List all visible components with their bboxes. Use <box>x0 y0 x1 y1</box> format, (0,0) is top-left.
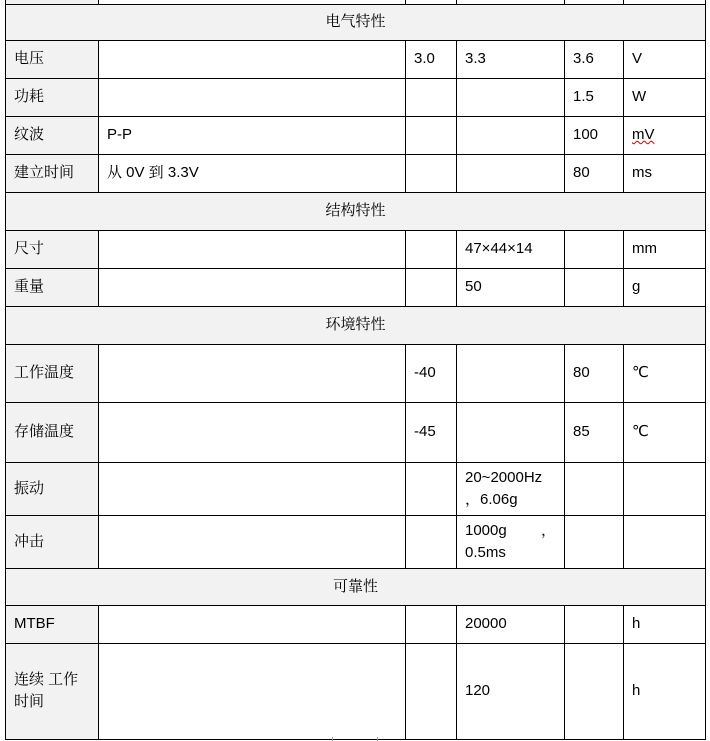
unit-cell: ℃ <box>624 402 706 462</box>
page-edge-mark <box>377 737 378 741</box>
typ-cell <box>457 462 565 515</box>
typ-cell <box>457 78 565 116</box>
max-cell <box>565 462 624 515</box>
table-row <box>6 515 706 568</box>
typ-cell <box>457 344 565 402</box>
param-name: 建立时间 <box>6 154 99 192</box>
min-cell: -45 <box>406 402 457 462</box>
min-cell <box>406 230 457 268</box>
typ-cell <box>457 154 565 192</box>
param-name: 重量 <box>6 268 99 306</box>
param-name: 冲击 <box>6 515 99 568</box>
table-row <box>6 402 706 462</box>
min-cell: -40 <box>406 344 457 402</box>
max-cell: 80 <box>565 344 624 402</box>
condition-cell <box>99 402 406 462</box>
spec-table <box>5 0 706 740</box>
table-row <box>6 154 706 192</box>
unit-cell: ℃ <box>624 344 706 402</box>
condition-cell <box>99 78 406 116</box>
typ-cell: 3.3 <box>457 40 565 78</box>
max-cell <box>565 268 624 306</box>
min-cell <box>406 605 457 643</box>
typ-cell: 47×44×14 <box>457 230 565 268</box>
param-name: 工作温度 <box>6 344 99 402</box>
typ-line-1 <box>465 520 556 542</box>
param-name <box>6 643 99 739</box>
condition-cell <box>99 230 406 268</box>
spellcheck-underlined-unit: mV <box>632 126 655 143</box>
param-name: 振动 <box>6 462 99 515</box>
param-line-1: 连续 工作 <box>14 671 79 688</box>
section-title-structure: 结构特性 <box>6 192 706 230</box>
typ-cell <box>457 515 565 568</box>
min-cell <box>406 643 457 739</box>
unit-cell: W <box>624 78 706 116</box>
condition-cell <box>99 605 406 643</box>
max-cell: 1.5 <box>565 78 624 116</box>
param-name: 存储温度 <box>6 402 99 462</box>
section-header-row <box>6 568 706 605</box>
min-cell <box>406 116 457 154</box>
condition-cell <box>99 268 406 306</box>
unit-cell: h <box>624 605 706 643</box>
table-row <box>6 462 706 515</box>
min-cell <box>406 154 457 192</box>
max-cell <box>565 230 624 268</box>
typ-cell <box>457 402 565 462</box>
typ-cell: 50 <box>457 268 565 306</box>
typ-line-1: 20~2000Hz <box>465 468 543 486</box>
table-row <box>6 268 706 306</box>
typ-cell <box>457 116 565 154</box>
param-name: 尺寸 <box>6 230 99 268</box>
unit-cell <box>624 462 706 515</box>
unit-cell: g <box>624 268 706 306</box>
max-cell: 3.6 <box>565 40 624 78</box>
param-name: 电压 <box>6 40 99 78</box>
table-row <box>6 643 706 739</box>
table-row <box>6 78 706 116</box>
max-cell: 80 <box>565 154 624 192</box>
param-name: 纹波 <box>6 116 99 154</box>
typ-line-2: ，6.06g <box>465 490 518 508</box>
param-line-2: 时间 <box>14 693 45 710</box>
param-name: MTBF <box>6 605 99 643</box>
table-row <box>6 605 706 643</box>
condition-cell <box>99 515 406 568</box>
section-header-row <box>6 306 706 344</box>
unit-cell: mm <box>624 230 706 268</box>
section-title-environment: 环境特性 <box>6 306 706 344</box>
condition-cell: 从 0V 到 3.3V <box>99 154 406 192</box>
max-cell <box>565 515 624 568</box>
param-name: 功耗 <box>6 78 99 116</box>
unit-cell: ms <box>624 154 706 192</box>
unit-cell <box>624 116 706 154</box>
section-title-electrical: 电气特性 <box>6 4 706 40</box>
unit-cell <box>624 515 706 568</box>
unit-cell: V <box>624 40 706 78</box>
typ-cell: 120 <box>457 643 565 739</box>
section-title-reliability: 可靠性 <box>6 568 706 605</box>
typ-cell: 20000 <box>457 605 565 643</box>
condition-cell <box>99 643 406 739</box>
min-cell <box>406 515 457 568</box>
max-cell <box>565 643 624 739</box>
typ-line-1-comma: ， <box>540 521 556 539</box>
page-edge-mark <box>332 737 333 741</box>
min-cell <box>406 78 457 116</box>
section-header-row <box>6 192 706 230</box>
max-cell <box>565 605 624 643</box>
condition-cell: P-P <box>99 116 406 154</box>
condition-cell <box>99 344 406 402</box>
table-row <box>6 230 706 268</box>
typ-line-1-value: 1000g <box>465 521 507 539</box>
condition-cell <box>99 462 406 515</box>
min-cell: 3.0 <box>406 40 457 78</box>
max-cell: 100 <box>565 116 624 154</box>
typ-line-2: 0.5ms <box>465 543 506 561</box>
max-cell: 85 <box>565 402 624 462</box>
min-cell <box>406 462 457 515</box>
condition-cell <box>99 40 406 78</box>
section-header-row <box>6 4 706 40</box>
min-cell <box>406 268 457 306</box>
table-row <box>6 344 706 402</box>
table-row <box>6 116 706 154</box>
unit-cell: h <box>624 643 706 739</box>
table-row <box>6 40 706 78</box>
